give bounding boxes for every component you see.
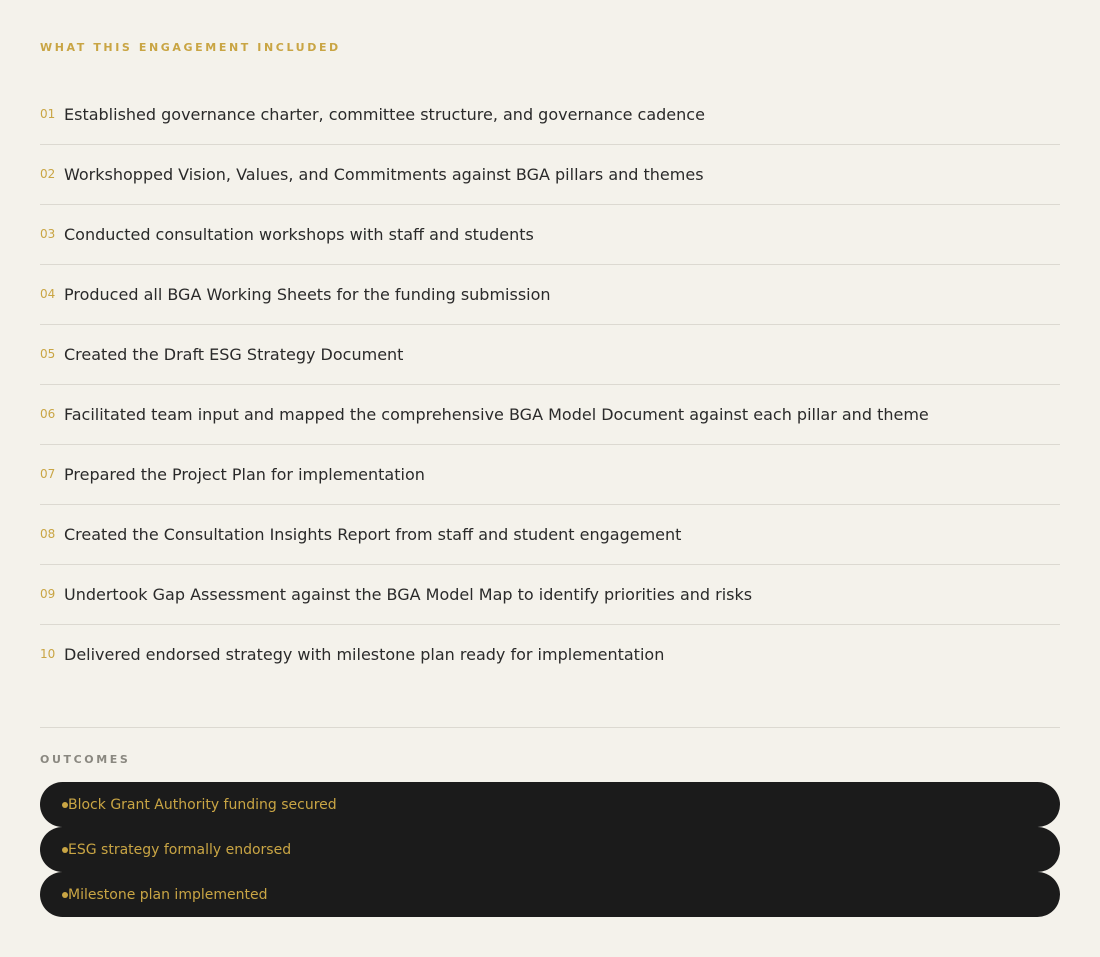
item-text: Established governance charter, committee structure, and governance cadence [64, 105, 705, 124]
item-text: Delivered endorsed strategy with milestone plan ready for implementation [64, 645, 665, 664]
list-item [40, 205, 1060, 265]
item-number: 06 [40, 407, 56, 421]
list-item [40, 625, 1060, 685]
item-number: 01 [40, 107, 56, 121]
item-number: 02 [40, 167, 56, 181]
list-item [40, 565, 1060, 625]
item-text: Produced all BGA Working Sheets for the funding submission [64, 285, 551, 304]
list-item [40, 265, 1060, 325]
list-item [40, 505, 1060, 565]
list-item [40, 445, 1060, 505]
item-number: 03 [40, 227, 56, 241]
item-text: Conducted consultation workshops with staff and students [64, 225, 534, 244]
outcome-pill [40, 782, 1060, 827]
outcomes-title: OUTCOMES [40, 753, 131, 766]
section-title: WHAT THIS ENGAGEMENT INCLUDED [40, 41, 341, 54]
item-text: Created the Consultation Insights Report from staff and student engagement [64, 525, 682, 544]
item-text: Workshopped Vision, Values, and Commitments against BGA pillars and themes [64, 165, 704, 184]
item-text: Undertook Gap Assessment against the BGA Model Map to identify priorities and risks [64, 585, 753, 604]
divider [40, 727, 1060, 728]
item-text: Prepared the Project Plan for implementation [64, 465, 425, 484]
item-number: 08 [40, 527, 56, 541]
item-text: Facilitated team input and mapped the comprehensive BGA Model Document against each pillar and theme [64, 405, 929, 424]
outcome-text: ESG strategy formally endorsed [68, 841, 292, 858]
outcome-pill [40, 827, 1060, 872]
outcomes-list [40, 782, 1060, 917]
item-number: 07 [40, 467, 56, 481]
item-number: 10 [40, 647, 56, 661]
engagement-list [40, 85, 1060, 685]
item-number: 05 [40, 347, 56, 361]
list-item [40, 85, 1060, 145]
item-number: 04 [40, 287, 56, 301]
outcome-pill [40, 872, 1060, 917]
list-item [40, 145, 1060, 205]
item-number: 09 [40, 587, 56, 601]
list-item [40, 385, 1060, 445]
list-item [40, 325, 1060, 385]
outcome-text: Milestone plan implemented [68, 886, 268, 903]
outcome-text: Block Grant Authority funding secured [68, 796, 337, 813]
item-text: Created the Draft ESG Strategy Document [64, 345, 404, 364]
